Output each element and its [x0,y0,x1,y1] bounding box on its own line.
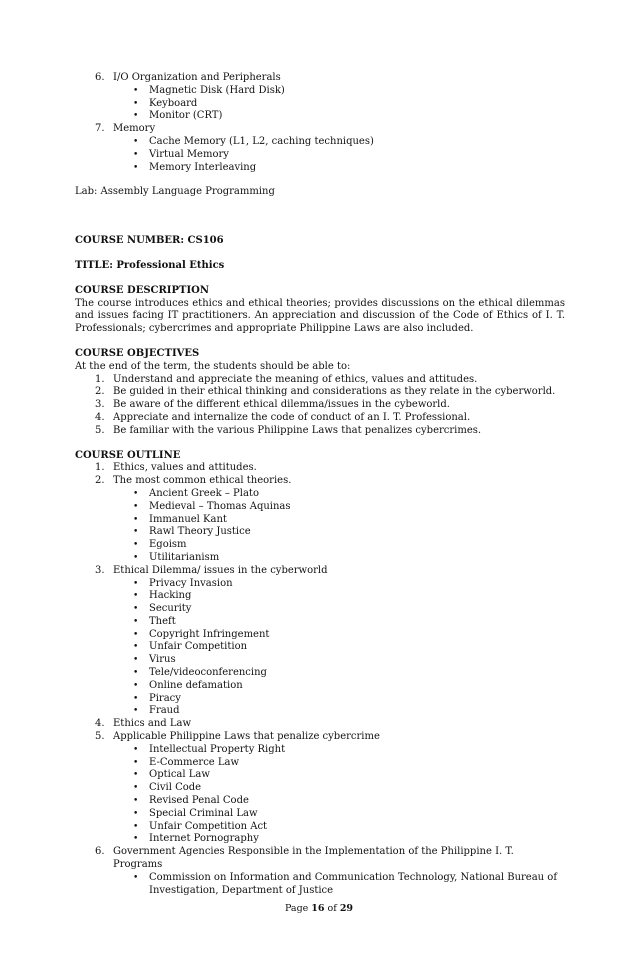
bullet-list [113,488,565,565]
list-item [95,731,565,846]
footer-page-number: 16 [311,903,325,914]
list-item [95,475,565,565]
item-text: Be aware of the different ethical dilemma/issues in the cybeworld. [113,399,450,411]
spacer [75,248,565,260]
spacer [75,438,565,450]
description-heading: COURSE DESCRIPTION [75,284,209,296]
top-outline-list [75,72,565,174]
item-number: 6. [95,846,105,858]
item-number: 5. [95,424,105,436]
bullet-item: • Piracy [131,693,565,706]
bullet-item: • Utilitarianism [131,552,565,565]
item-number: 4. [95,411,105,423]
item-text: Government Agencies Responsible in the Implementation of the Philippine I. T. Programs [113,846,514,871]
item-number: 5. [95,731,105,743]
spacer [75,199,565,235]
bullet-item: • Rawl Theory Justice [131,526,565,539]
bullet-list [113,872,565,898]
bullet-item: • Civil Code [131,782,565,795]
list-item [95,399,565,412]
bullet-item: • Immanuel Kant [131,514,565,527]
bullet-list [113,85,565,123]
bullet-item: • Virus [131,654,565,667]
list-item [95,846,565,897]
item-text: I/O Organization and Peripherals [113,72,281,83]
bullet-item: • Copyright Infringement [131,629,565,642]
bullet-item: • Tele/videoconferencing [131,667,565,680]
item-text: Applicable Philippine Laws that penalize cybercrime [113,731,380,743]
bullet-item: • Virtual Memory [131,149,565,162]
bullet-item: • Privacy Invasion [131,578,565,591]
item-text: Memory [113,123,156,135]
list-item [95,72,565,123]
list-item [95,425,565,438]
footer-of: of [324,903,340,914]
spacer [75,336,565,348]
bullet-item: • Special Criminal Law [131,808,565,821]
item-text: Understand and appreciate the meaning of ethics, values and attitudes. [113,373,478,385]
bullet-item: • Commission on Information and Communication Technology, National Bureau of Investigation, Department of Justice [131,872,565,898]
page-footer [0,903,638,914]
bullet-item: • Theft [131,616,565,629]
item-number: 7. [95,123,105,135]
item-text: Ethical Dilemma/ issues in the cyberworld [113,564,328,576]
bullet-item: • Unfair Competition Act [131,821,565,834]
bullet-item: • Hacking [131,590,565,603]
description-text: The course introduces ethics and ethical theories; provides discussions on the ethical dilemmas and issues facing IT practitioners. An appreciation and discussion of the Code of Ethics of I. T. Professionals; cybercrimes and appropriate Philippine Laws are also included. [75,297,565,335]
bullet-item: • Egoism [131,539,565,552]
item-number: 3. [95,399,105,411]
bullet-item: • Keyboard [131,98,565,111]
item-number: 3. [95,564,105,576]
item-number: 1. [95,373,105,385]
bullet-item: • Magnetic Disk (Hard Disk) [131,85,565,98]
list-item [95,374,565,387]
bullet-list [113,744,565,846]
list-item [95,718,565,731]
footer-page-total: 29 [339,903,354,914]
bullet-item: • Security [131,603,565,616]
item-number: 2. [95,386,105,398]
bullet-item: • Internet Pornography [131,833,565,846]
spacer [75,273,565,285]
objectives-heading: COURSE OBJECTIVES [75,347,200,359]
bullet-list [113,578,565,719]
footer-prefix: Page [284,903,312,914]
document-page [75,72,565,897]
course-number: COURSE NUMBER: CS106 [75,235,224,247]
course-title: TITLE: Professional Ethics [75,259,225,271]
list-item [95,386,565,399]
item-number: 1. [95,462,105,474]
item-text: Be guided in their ethical thinking and considerations as they relate in the cyberworld. [113,386,556,398]
bullet-list [113,136,565,174]
item-number: 6. [95,72,105,83]
spacer [75,174,565,186]
item-number: 2. [95,475,105,487]
bullet-item: • E-Commerce Law [131,757,565,770]
item-number: 4. [95,718,105,730]
item-text: Appreciate and internalize the code of conduct of an I. T. Professional. [113,411,471,423]
list-item [95,123,565,174]
list-item [95,412,565,425]
bullet-item: • Memory Interleaving [131,162,565,175]
bullet-item: • Intellectual Property Right [131,744,565,757]
bullet-item: • Monitor (CRT) [131,110,565,123]
item-text: The most common ethical theories. [113,475,292,487]
bullet-item: • Ancient Greek – Plato [131,488,565,501]
bullet-item: • Unfair Competition [131,641,565,654]
objectives-list [75,374,565,438]
bullet-item: • Fraud [131,705,565,718]
outline-heading: COURSE OUTLINE [75,449,181,461]
bullet-item: • Optical Law [131,769,565,782]
item-text: Ethics and Law [113,718,192,730]
bullet-item: • Online defamation [131,680,565,693]
objectives-intro: At the end of the term, the students should be able to: [75,360,351,372]
lab-line: Lab: Assembly Language Programming [75,186,275,198]
bullet-item: • Revised Penal Code [131,795,565,808]
item-text: Ethics, values and attitudes. [113,462,257,474]
item-text: Be familiar with the various Philippine Laws that penalizes cybercrimes. [113,424,482,436]
bullet-item: • Cache Memory (L1, L2, caching techniques) [131,136,565,149]
list-item [95,462,565,475]
bullet-item: • Medieval – Thomas Aquinas [131,501,565,514]
outline-list [75,462,565,897]
list-item [95,565,565,719]
